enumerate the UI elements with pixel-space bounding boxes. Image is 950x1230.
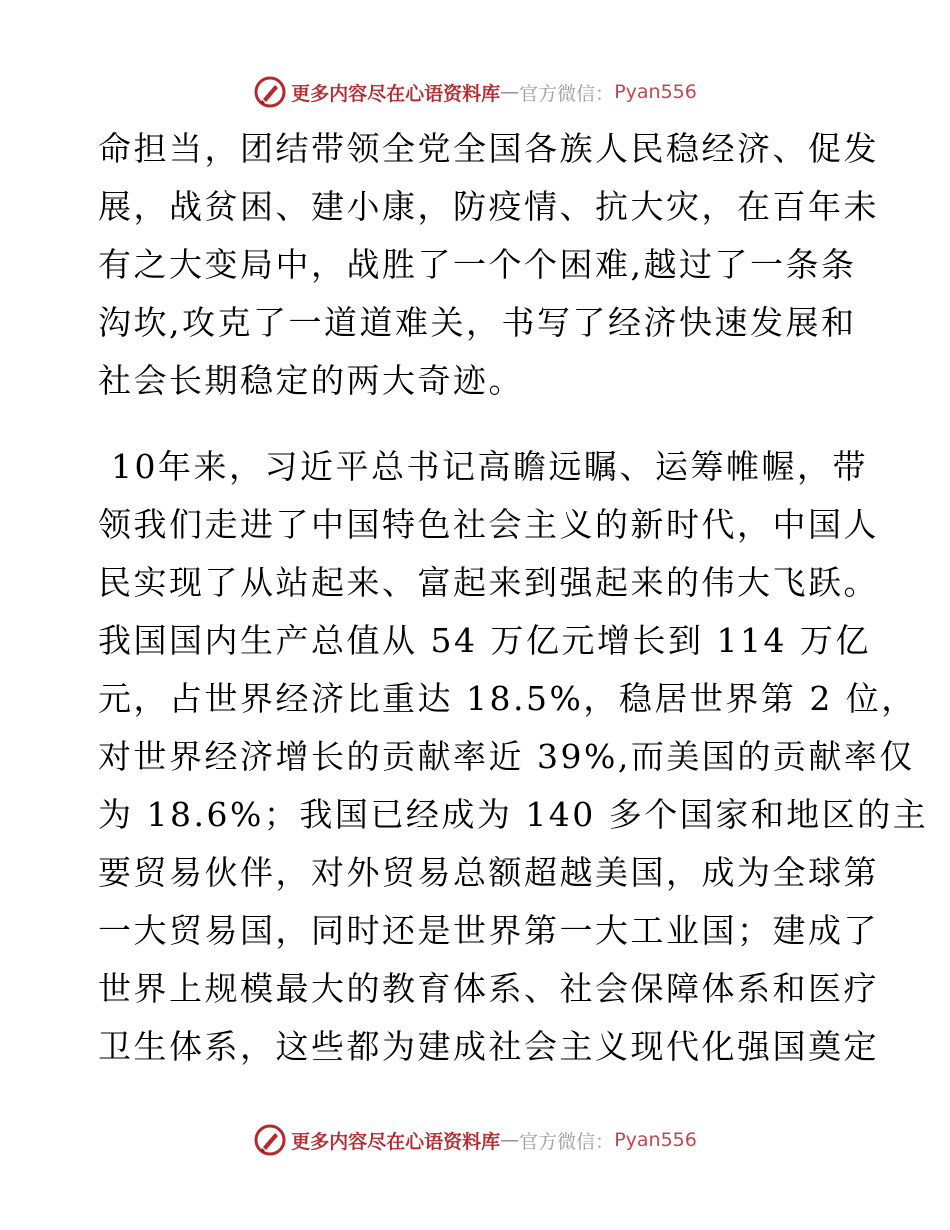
text-line: 对世界经济增长的贡献率近 39%,而美国的贡献率仅 bbox=[98, 737, 915, 776]
paragraph-1 bbox=[98, 120, 879, 410]
text-line: 命担当，团结带领全党全国各族人民稳经济、促发 bbox=[98, 129, 879, 168]
brand-logo-icon bbox=[253, 75, 287, 109]
document-body bbox=[98, 120, 929, 1076]
banner-dash: — bbox=[500, 81, 520, 103]
banner-main-text: 更多内容尽在心语资料库 bbox=[291, 1130, 501, 1153]
banner-main-text: 更多内容尽在心语资料库 bbox=[291, 82, 501, 105]
text-line: 展，战贫困、建小康，防疫情、抗大灾，在百年未 bbox=[98, 187, 879, 226]
header-banner bbox=[0, 72, 950, 112]
footer-banner bbox=[0, 1120, 950, 1160]
banner-wechat-label: 官方微信： bbox=[519, 82, 615, 105]
text-line: 领我们走进了中国特色社会主义的新时代，中国人 bbox=[98, 505, 879, 544]
banner-wechat-id: Pyan556 bbox=[614, 81, 697, 103]
paragraph-2 bbox=[98, 438, 929, 1076]
text-line: 为 18.6%；我国已经成为 140 多个国家和地区的主 bbox=[98, 795, 929, 834]
brand-logo-icon bbox=[253, 1123, 287, 1157]
text-line: 我国国内生产总值从 54 万亿元增长到 114 万亿 bbox=[98, 621, 871, 660]
text-line: 元，占世界经济比重达 18.5%，稳居世界第 2 位， bbox=[98, 679, 917, 718]
text-line: 民实现了从站起来、富起来到强起来的伟大飞跃。 bbox=[98, 563, 879, 602]
text-line: 社会长期稳定的两大奇迹。 bbox=[98, 361, 524, 400]
text-line: 沟坎,攻克了一道道难关，书写了经济快速发展和 bbox=[98, 303, 857, 342]
text-line: 要贸易伙伴，对外贸易总额超越美国，成为全球第 bbox=[98, 853, 879, 892]
banner-dash: — bbox=[500, 1129, 520, 1151]
text-line: 世界上规模最大的教育体系、社会保障体系和医疗 bbox=[98, 969, 879, 1008]
text-line: 一大贸易国，同时还是世界第一大工业国；建成了 bbox=[98, 911, 879, 950]
banner-wechat-label: 官方微信： bbox=[519, 1130, 615, 1153]
banner-wechat-id: Pyan556 bbox=[614, 1129, 697, 1151]
text-line: 10年来，习近平总书记高瞻远瞩、运筹帷幄，带 bbox=[98, 447, 868, 486]
text-line: 卫生体系，这些都为建成社会主义现代化强国奠定 bbox=[98, 1027, 879, 1066]
paragraph-gap bbox=[98, 410, 868, 438]
text-line: 有之大变局中，战胜了一个个困难,越过了一条条 bbox=[98, 245, 857, 284]
